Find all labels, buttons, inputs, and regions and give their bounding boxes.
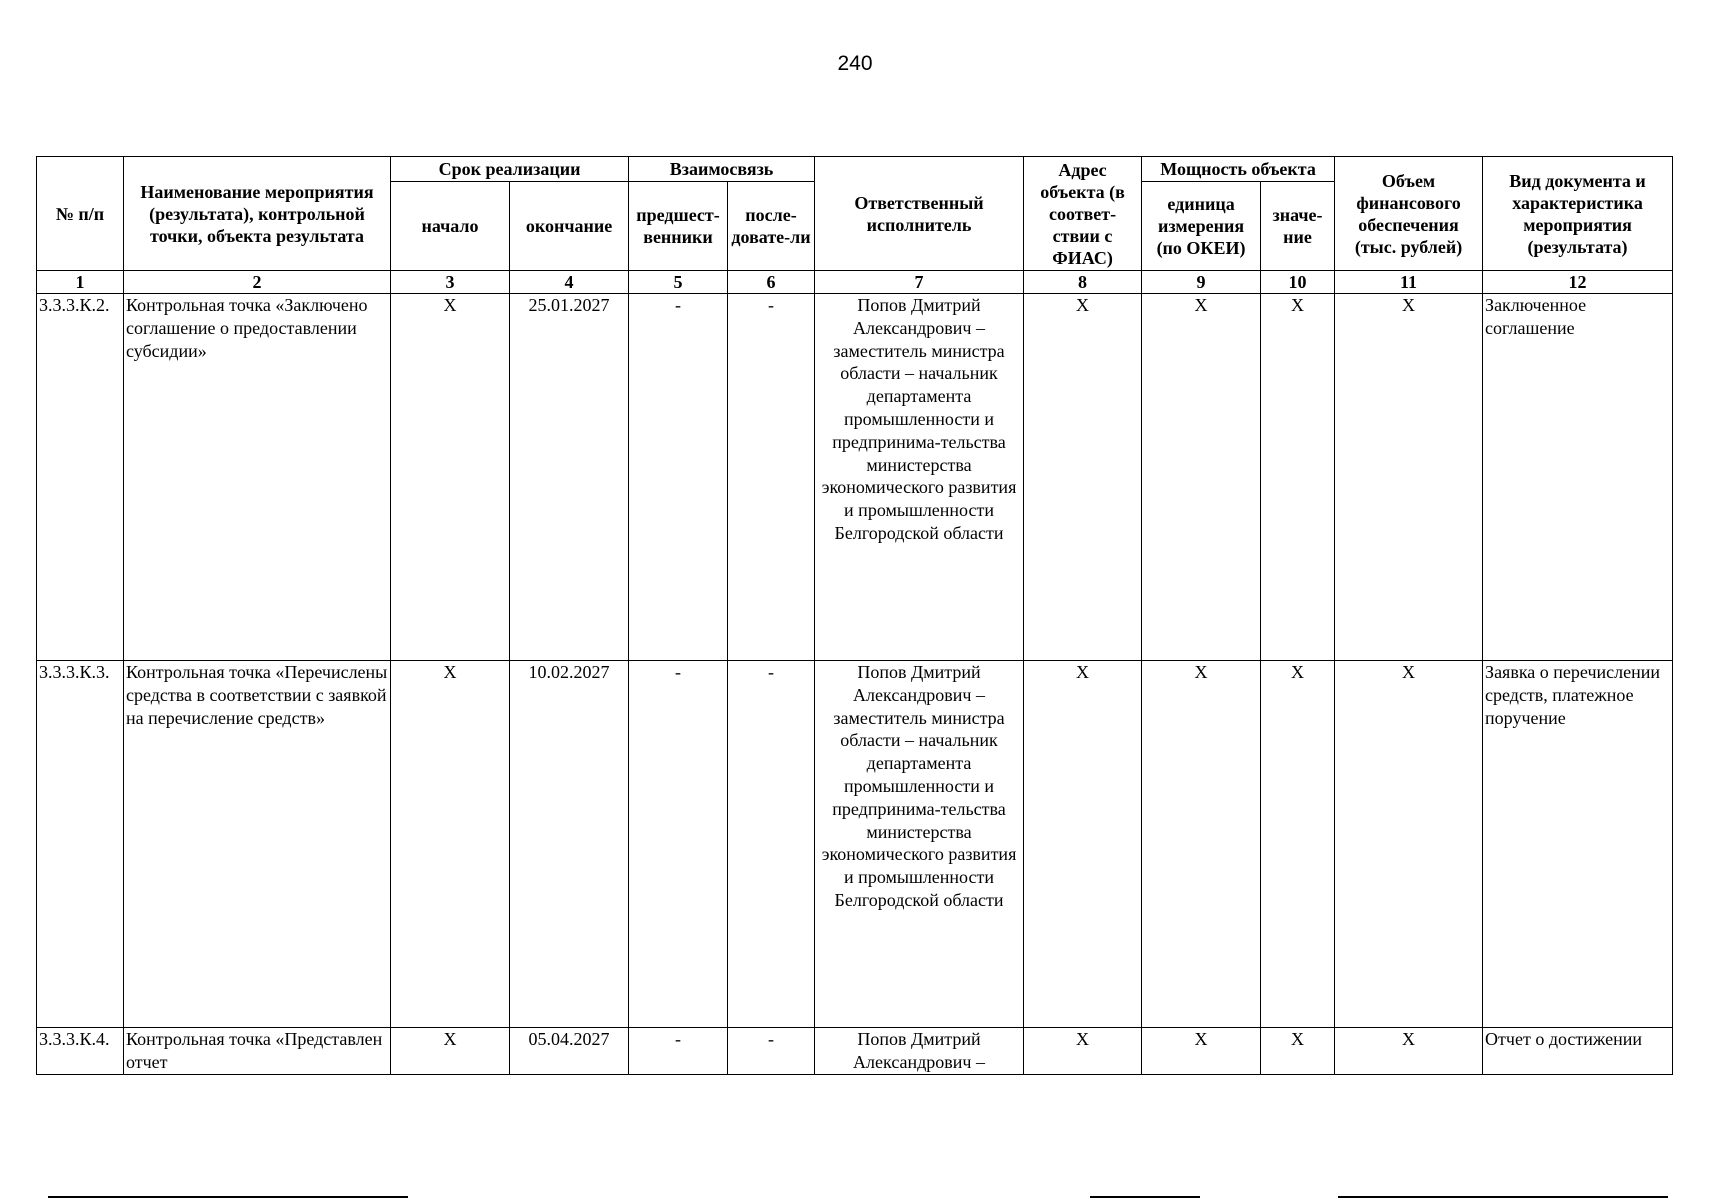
scan-edge-line (1338, 1196, 1668, 1198)
header-doc: Вид документа и характеристика мероприятия (результата) (1483, 157, 1673, 271)
column-number: 9 (1142, 271, 1261, 294)
row-finance: X (1335, 1028, 1483, 1075)
row-name: Контрольная точка «Заключено соглашение о предоставлении субсидии» (124, 294, 391, 661)
header-address: Адрес объекта (в соответ-ствии с ФИАС) (1024, 157, 1142, 271)
header-num: № п/п (37, 157, 124, 271)
scan-edge-line (48, 1196, 408, 1198)
column-number: 1 (37, 271, 124, 294)
row-predecessors: - (629, 294, 728, 661)
page-number: 240 (837, 52, 873, 75)
row-capacity-value: X (1261, 661, 1335, 1028)
table-row (37, 294, 1673, 661)
column-number: 7 (815, 271, 1024, 294)
row-end: 25.01.2027 (510, 294, 629, 661)
row-capacity-value: X (1261, 1028, 1335, 1075)
row-doc: Заключенное соглашение (1483, 294, 1673, 661)
column-number: 11 (1335, 271, 1483, 294)
header-relation-succ: после-довате-ли (728, 182, 815, 271)
row-start: X (391, 1028, 510, 1075)
header-capacity-unit: единица измерения (по ОКЕИ) (1142, 182, 1261, 271)
row-start: X (391, 294, 510, 661)
row-responsible-text: Попов Дмитрий Александрович – (853, 1029, 985, 1072)
column-number: 6 (728, 271, 815, 294)
row-name: Контрольная точка «Перечислены средства в соответствии с заявкой на перечисление средств» (124, 661, 391, 1028)
column-number: 3 (391, 271, 510, 294)
row-capacity-unit: X (1142, 661, 1261, 1028)
row-responsible (815, 1028, 1024, 1075)
column-number: 8 (1024, 271, 1142, 294)
row-code: 3.3.3.К.2. (37, 294, 124, 661)
plan-table (36, 156, 1673, 1075)
row-capacity-unit: X (1142, 1028, 1261, 1075)
row-finance: X (1335, 661, 1483, 1028)
row-predecessors: - (629, 661, 728, 1028)
row-name (124, 1028, 391, 1075)
header-period-start: начало (391, 182, 510, 271)
row-capacity-value: X (1261, 294, 1335, 661)
row-address: X (1024, 661, 1142, 1028)
row-successors: - (728, 294, 815, 661)
row-capacity-unit: X (1142, 294, 1261, 661)
column-number: 5 (629, 271, 728, 294)
header-name: Наименование мероприятия (результата), контрольной точки, объекта результата (124, 157, 391, 271)
row-name-text: Контрольная точка «Представлен отчет (126, 1029, 383, 1072)
row-end: 05.04.2027 (510, 1028, 629, 1075)
table-row (37, 661, 1673, 1028)
column-number: 2 (124, 271, 391, 294)
scan-edge-line (1090, 1196, 1200, 1198)
row-code: 3.3.3.К.3. (37, 661, 124, 1028)
row-end: 10.02.2027 (510, 661, 629, 1028)
header-period: Срок реализации (391, 157, 629, 182)
row-responsible: Попов Дмитрий Александрович – заместитель министра области – начальник департамента промышленности и предпринима-тельства министерства экономического развития и промышленности Белгородской области (815, 661, 1024, 1028)
row-successors: - (728, 1028, 815, 1075)
row-doc-text: Отчет о достижении (1485, 1029, 1643, 1049)
header-finance: Объем финансового обеспечения (тыс. рублей) (1335, 157, 1483, 271)
header-relation: Взаимосвязь (629, 157, 815, 182)
row-address: X (1024, 1028, 1142, 1075)
row-successors: - (728, 661, 815, 1028)
column-number: 10 (1261, 271, 1335, 294)
row-responsible: Попов Дмитрий Александрович – заместитель министра области – начальник департамента промышленности и предпринима-тельства министерства экономического развития и промышленности Белгородской области (815, 294, 1024, 661)
row-code: 3.3.3.К.4. (37, 1028, 124, 1075)
row-finance: X (1335, 294, 1483, 661)
row-start: X (391, 661, 510, 1028)
column-number: 4 (510, 271, 629, 294)
header-period-end: окончание (510, 182, 629, 271)
row-address: X (1024, 294, 1142, 661)
row-predecessors: - (629, 1028, 728, 1075)
header-responsible: Ответственный исполнитель (815, 157, 1024, 271)
row-doc: Заявка о перечислении средств, платежное поручение (1483, 661, 1673, 1028)
header-capacity: Мощность объекта (1142, 157, 1335, 182)
row-doc (1483, 1028, 1673, 1075)
column-number: 12 (1483, 271, 1673, 294)
header-relation-pred: предшест-венники (629, 182, 728, 271)
table-row (37, 1028, 1673, 1075)
header-capacity-value: значе-ние (1261, 182, 1335, 271)
